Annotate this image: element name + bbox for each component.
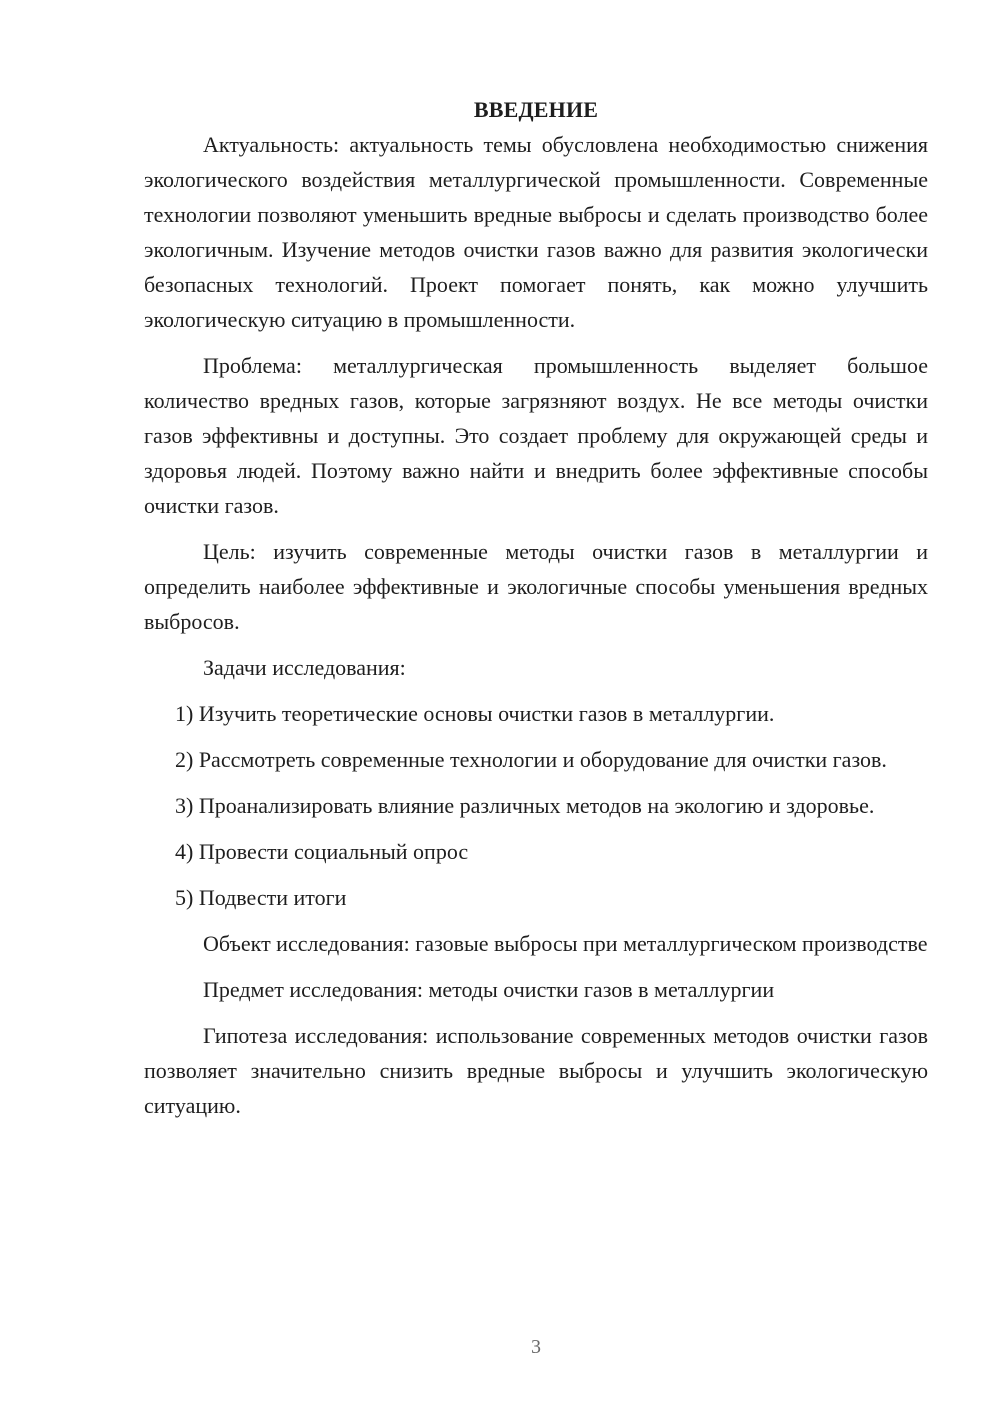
paragraph-relevance: Актуальность: актуальность темы обусловлена необходимостью снижения экологического воздействия металлургической промышленности. Современные технологии позволяют уменьшить вредные выбросы и сделать производство более экологичным. Изучение методов очистки газов важно для развития экологически безопасных технологий. Проект помогает понять, как можно улучшить экологическую ситуацию в промышленности.	[144, 132, 928, 332]
paragraph-subject: Предмет исследования: методы очистки газов в металлургии	[203, 977, 775, 1002]
task-item: 1) Изучить теоретические основы очистки газов в металлургии.	[175, 701, 775, 726]
tasks-heading: Задачи исследования:	[203, 655, 406, 680]
page-number: 3	[531, 1336, 541, 1358]
section-heading: ВВЕДЕНИЕ	[473, 97, 599, 122]
task-item: 4) Провести социальный опрос	[175, 839, 469, 864]
paragraph-goal: Цель: изучить современные методы очистки газов в металлургии и определить наиболее эффективные и экологичные способы уменьшения вредных выбросов.	[144, 539, 928, 634]
task-item: 5) Подвести итоги	[175, 885, 347, 910]
paragraph-object: Объект исследования: газовые выбросы при металлургическом производстве	[203, 931, 928, 956]
document-page	[144, 92, 928, 1123]
paragraph-hypothesis: Гипотеза исследования: использование современных методов очистки газов позволяет значительно снизить вредные выбросы и улучшить экологическую ситуацию.	[144, 1023, 928, 1118]
task-item: 3) Проанализировать влияние различных методов на экологию и здоровье.	[175, 793, 875, 818]
paragraph-problem: Проблема: металлургическая промышленность выделяет большое количество вредных газов, которые загрязняют воздух. Не все методы очистки газов эффективны и доступны. Это создает проблему для окружающей среды и здоровья людей. Поэтому важно найти и внедрить более эффективные способы очистки газов.	[144, 353, 928, 518]
task-item: 2) Рассмотреть современные технологии и оборудование для очистки газов.	[175, 747, 887, 772]
